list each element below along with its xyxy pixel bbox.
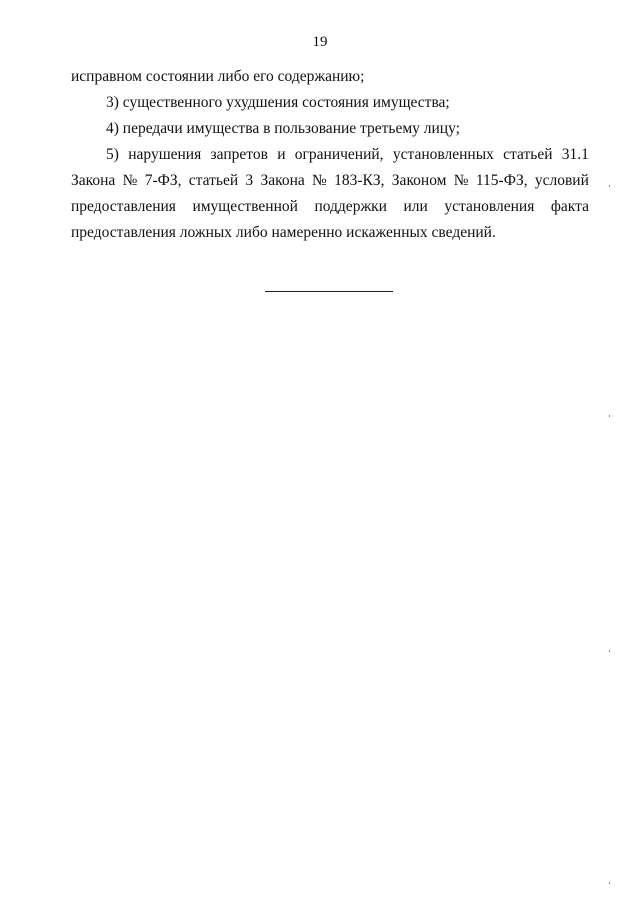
- word: №: [453, 172, 469, 189]
- list-item-5-line-3: [71, 194, 589, 220]
- word: 5): [106, 146, 119, 163]
- word: и: [277, 146, 286, 163]
- word: 115-ФЗ,: [475, 172, 528, 189]
- word: статьей: [503, 146, 553, 163]
- word: предоставления: [71, 198, 176, 215]
- list-item-4: 4) передачи имущества в пользование третьему лицу;: [106, 120, 460, 137]
- word: запретов: [210, 146, 268, 163]
- list-item-3: 3) существенного ухудшения состояния имущества;: [106, 94, 450, 111]
- word: 31.1: [561, 146, 589, 163]
- list-item-5-line-4: предоставления ложных либо намеренно искаженных сведений.: [71, 224, 496, 241]
- word: Закона: [71, 172, 116, 189]
- word: №: [122, 172, 138, 189]
- text-line-continuation: исправном состоянии либо его содержанию;: [71, 68, 365, 85]
- list-item-5-line-2: [71, 168, 589, 194]
- word: нарушения: [128, 146, 202, 163]
- word: поддержки: [314, 198, 387, 215]
- word: Законом: [391, 172, 447, 189]
- list-item-5-line-1: [71, 142, 589, 168]
- page-number: 19: [312, 34, 328, 50]
- scan-artifact: [609, 882, 610, 884]
- word: или: [403, 198, 428, 215]
- end-of-document-rule: [265, 291, 393, 292]
- scan-artifact: [609, 185, 610, 187]
- word: факта: [550, 198, 589, 215]
- word: ограничений,: [294, 146, 384, 163]
- word: 183-КЗ,: [334, 172, 385, 189]
- word: условий: [534, 172, 589, 189]
- word: имущественной: [192, 198, 298, 215]
- scan-artifact: [609, 415, 610, 417]
- word: Закона: [260, 172, 305, 189]
- word: 3: [245, 172, 254, 189]
- word: установленных: [392, 146, 494, 163]
- word: установления: [444, 198, 535, 215]
- word: 7-ФЗ,: [144, 172, 182, 189]
- word: статьей: [188, 172, 239, 189]
- document-body: [71, 64, 589, 246]
- word: №: [312, 172, 327, 189]
- scan-artifact: [609, 650, 610, 652]
